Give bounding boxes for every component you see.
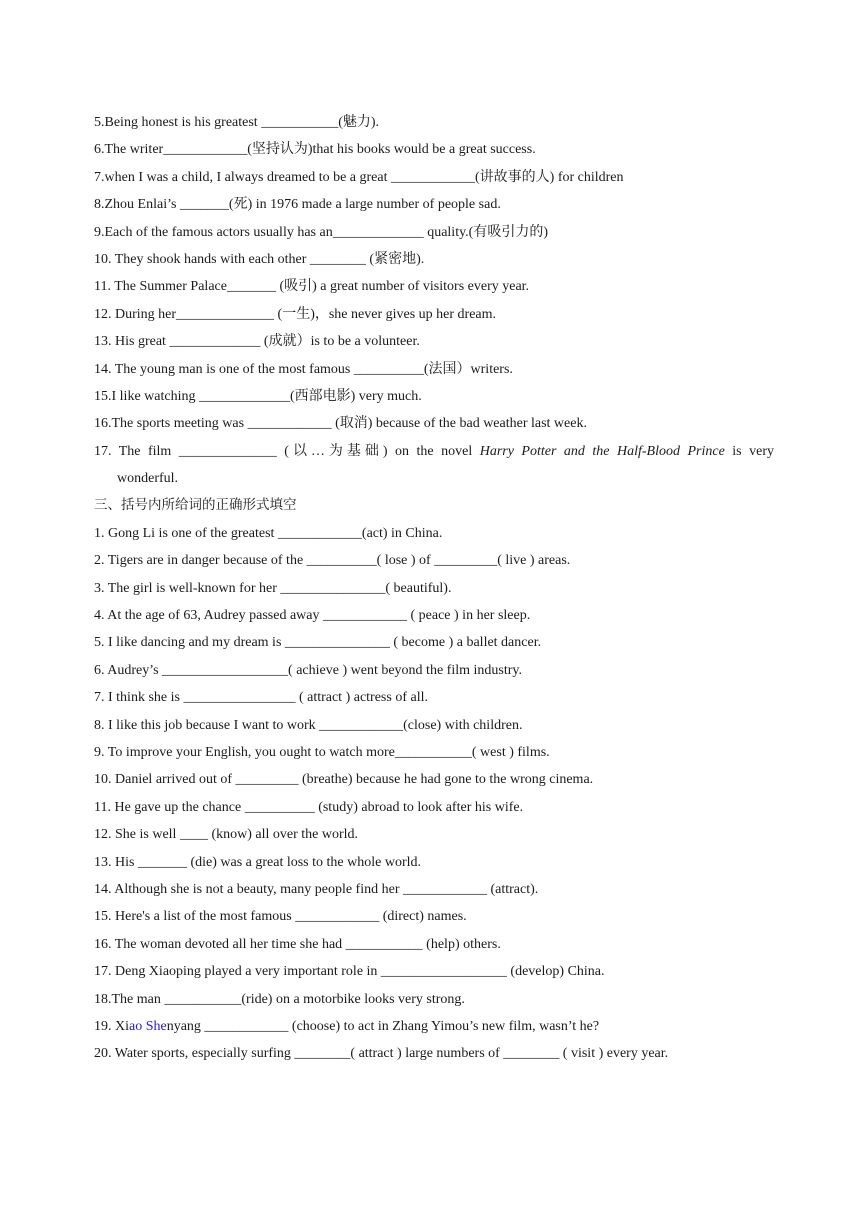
question-c5: 5. I like dancing and my dream is _______________ ( become ) a ballet dancer. [94,635,542,651]
question-c8: 8. I like this job because I want to work ____________(close) with children. [94,717,523,733]
question-b16: 16.The sports meeting was ____________ (取消) because of the bad weather last week. [94,416,587,432]
question-c1: 1. Gong Li is one of the greatest ____________(act) in China. [94,525,443,541]
question-b7: 7.when I was a child, I always dreamed to be a great ____________(讲故事的人) for children [94,169,624,185]
question-c15: 15. Here's a list of the most famous ____________ (direct) names. [94,909,467,925]
section-heading: 三、括号内所给词的正确形式填空 [94,497,297,514]
question-c12: 12. She is well ____ (know) all over the world. [94,827,359,843]
novel-title: Harry Potter and the Half-Blood Prince [479,443,725,459]
question-c3: 3. The girl is well-known for her _______________( beautiful). [94,580,452,596]
question-b6: 6.The writer____________(坚持认为)that his books would be a great success. [94,142,536,158]
question-b15: 15.I like watching _____________(西部电影) very much. [94,388,422,404]
question-c17: 17. Deng Xiaoping played a very important role in __________________ (develop) China. [94,964,605,980]
worksheet-content [94,109,774,1068]
question-b9: 9.Each of the famous actors usually has an_____________ quality.(有吸引力的) [94,224,549,240]
question-c7: 7. I think she is ________________ ( attract ) actress of all. [94,690,428,706]
question-c18: 18.The man ___________(ride) on a motorbike looks very strong. [94,991,465,1007]
question-b5: 5.Being honest is his greatest ___________(魅力). [94,115,380,130]
question-b14: 14. The young man is one of the most famous __________(法国）writers. [94,361,513,377]
question-b8: 8.Zhou Enlai’s _______(死) in 1976 made a large number of people sad. [94,197,501,213]
question-c11: 11. He gave up the chance __________ (study) abroad to look after his wife. [94,799,524,815]
question-b10: 10. They shook hands with each other ________ (紧密地). [94,251,425,267]
question-c10: 10. Daniel arrived out of _________ (breathe) because he had gone to the wrong cinema. [94,772,594,788]
question-b17-tail: is very [724,443,774,459]
question-c19-start: 19. Xi [94,1018,129,1034]
question-b17-text: 17. The film ______________ (以…为基础) on the novel [94,443,480,459]
question-c2: 2. Tigers are in danger because of the __________( lose ) of _________( live ) areas. [94,553,571,569]
question-c20: 20. Water sports, especially surfing ________( attract ) large numbers of ________ ( visit ) every year. [94,1046,669,1062]
question-c14: 14. Although she is not a beauty, many people find her ____________ (attract). [94,881,539,897]
question-c19 [94,1013,774,1040]
question-b11: 11. The Summer Palace_______ (吸引) a great number of visitors every year. [94,279,530,295]
name-link[interactable]: ao She [129,1018,167,1034]
question-c4: 4. At the age of 63, Audrey passed away ____________ ( peace ) in her sleep. [94,608,531,624]
question-c16: 16. The woman devoted all her time she had ___________ (help) others. [94,936,501,952]
question-c9: 9. To improve your English, you ought to watch more___________( west ) films. [94,744,550,760]
question-b13: 13. His great _____________ (成就）is to be a volunteer. [94,334,420,350]
question-c6: 6. Audrey’s __________________( achieve ) went beyond the film industry. [94,662,522,678]
question-b17 [94,438,774,465]
question-b12: 12. During her______________ (一生)，she never gives up her dream. [94,306,497,322]
question-c19-rest: nyang ____________ (choose) to act in Zhang Yimou’s new film, wasn’t he? [166,1018,600,1034]
question-c13: 13. His _______ (die) was a great loss to the whole world. [94,854,421,870]
question-b17-continued: wonderful. [117,471,179,487]
